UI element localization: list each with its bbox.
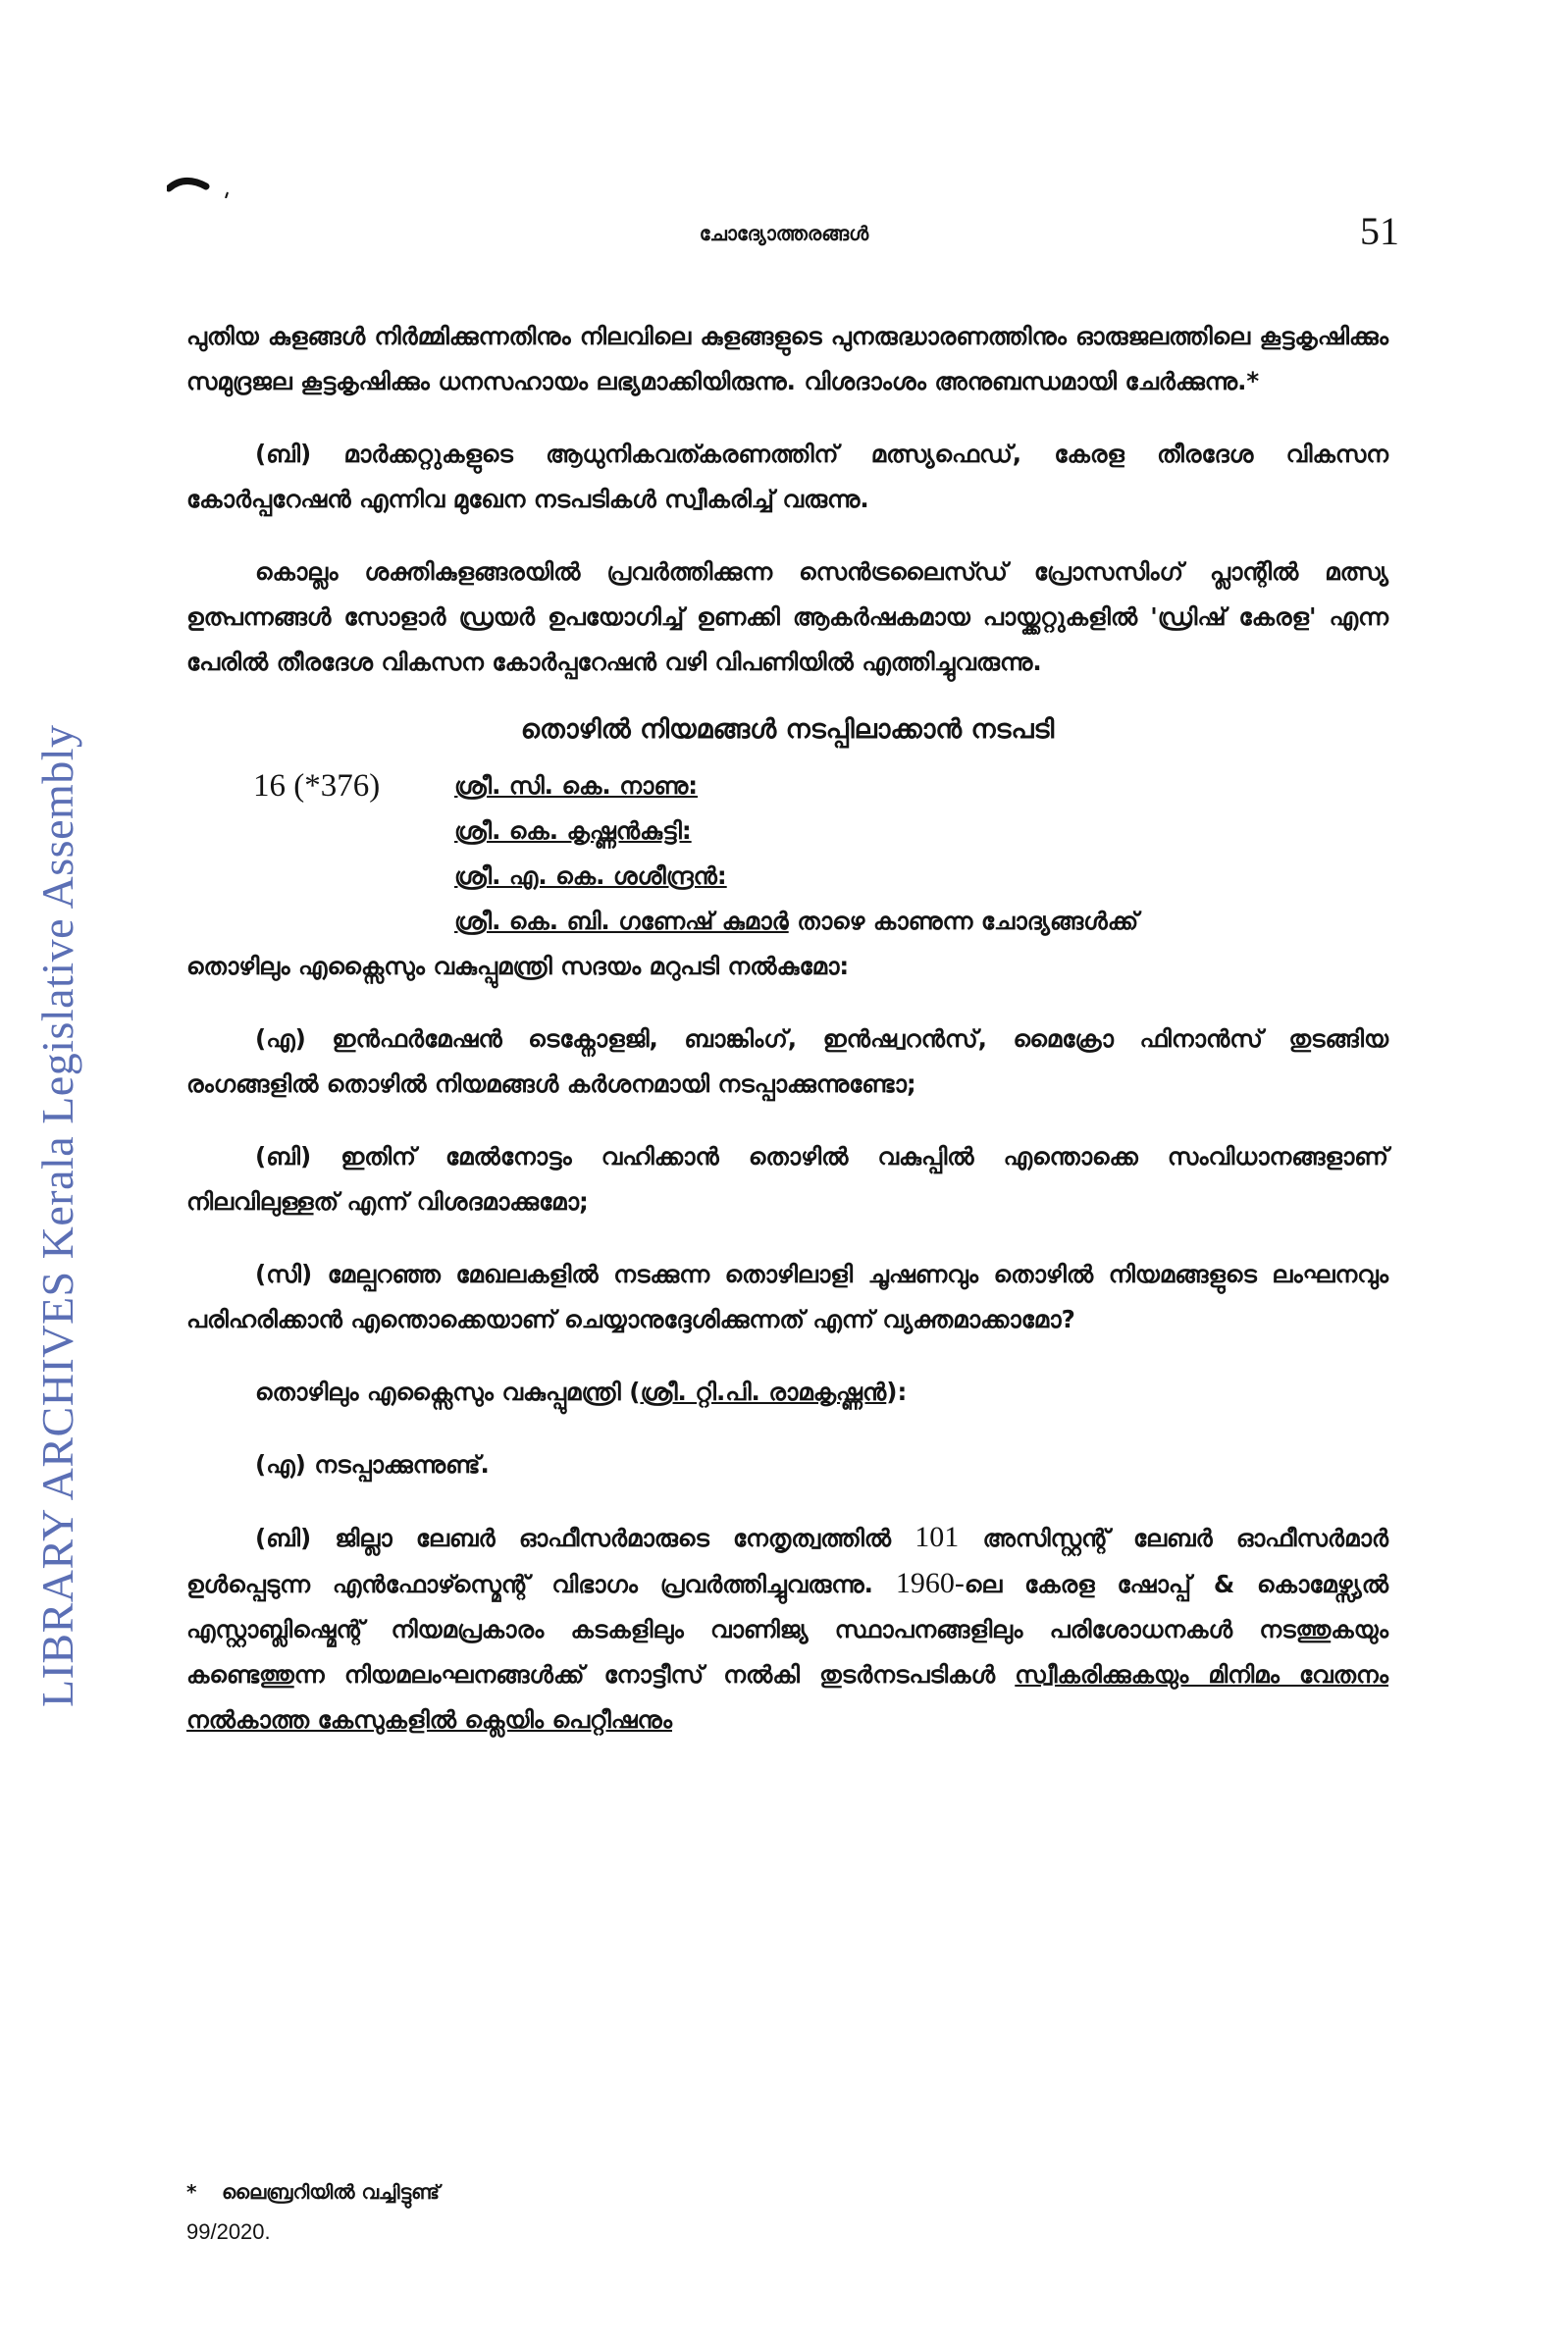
question-part-a: (എ) ഇൻഫർമേഷൻ ടെക്നോളജി, ബാങ്കിംഗ്, ഇൻഷ്വറൻസ്, മൈക്രോ ഫിനാൻസ് തുടങ്ങിയ രംഗങ്ങളിൽ തൊഴിൽ നിയമങ്ങൾ കർശനമായി നടപ്പാക്കുന്നുണ്ടോ;: [186, 1024, 1388, 1098]
question-lead: : താഴെ കാണുന്ന ചോദ്യങ്ങൾക്ക്: [779, 907, 1139, 935]
question-header: [186, 763, 1388, 808]
question-lead-continuation: തൊഴിലും എക്സൈസും വകുപ്പുമന്ത്രി സദയം മറുപടി നൽകുമോ:: [186, 952, 850, 980]
member-name: ശ്രീ. കെ. ബി. ഗണേഷ് കുമാർ: [454, 907, 789, 935]
page-body: [186, 314, 1388, 1743]
paragraph-2: (ബി) മാർക്കറ്റുകളുടെ ആധുനികവത്കരണത്തിന് മത്സ്യഫെഡ്, കേരള തീരദേശ വികസന കോർപ്പറേഷൻ എന്നിവ മുഖേന നടപടികൾ സ്വീകരിച്ച് വരുന്നു.: [186, 440, 1388, 513]
member-name: ശ്രീ. കെ. കൃഷ്ണൻകുട്ടി:: [454, 816, 692, 845]
answer-b-last-line: സ്വീകരിക്കുകയും മിനിമം വേതനം നൽകാത്ത കേസുകളിൽ ക്ലെയിം പെറ്റീഷനും: [186, 1660, 1389, 1734]
scan-mark-icon: [167, 173, 234, 198]
member-row: [186, 808, 1388, 854]
member-row: [186, 854, 1388, 899]
answer-part-b: [186, 1515, 1388, 1743]
document-code: 99/2020.: [186, 2219, 271, 2244]
question-number: 16 (*376): [253, 768, 381, 804]
question-part-b: (ബി) ഇതിന് മേൽനോട്ടം വഹിക്കാൻ തൊഴിൽ വകുപ്പിൽ എന്തൊക്കെ സംവിധാനങ്ങളാണ് നിലവിലുള്ളത് എന്ന് വിശദമാക്കുമോ;: [186, 1142, 1388, 1216]
member-row: [186, 899, 1388, 944]
answer-b-text-1: (ബി) ജില്ലാ ലേബർ ഓഫീസർമാരുടെ നേതൃത്വത്തിൽ: [255, 1524, 892, 1552]
answer-minister: [186, 1370, 1388, 1415]
question-block: [186, 763, 1388, 1342]
paragraph-1: പുതിയ കുളങ്ങൾ നിർമ്മിക്കുന്നതിനും നിലവിലെ കുളങ്ങളുടെ പുനരുദ്ധാരണത്തിനും ഓരുജലത്തിലെ കൂട്ടകൃഷിക്കും സമുദ്രജല കൂട്ടകൃഷിക്കും ധനസഹായം ലഭ്യമാക്കിയിരുന്നു. വിശദാംശം അനുബന്ധമായി ചേർക്കുന്നു.*: [186, 322, 1388, 395]
page-footer: [186, 2180, 1388, 2245]
answer-b-number: 101: [915, 1521, 960, 1553]
page-number: 51: [1360, 209, 1399, 253]
running-title: ചോദ്യോത്തരങ്ങൾ: [699, 222, 869, 245]
paragraph-3: കൊല്ലം ശക്തികുളങ്ങരയിൽ പ്രവർത്തിക്കുന്ന സെൻട്രലൈസ്ഡ് പ്രോസസിംഗ് പ്ലാന്റിൽ മത്സ്യ ഉത്പന്നങ്ങൾ സോളാർ ഡ്രയർ ഉപയോഗിച്ച് ഉണക്കി ആകർഷകമായ പായ്ക്കറ്റുകളിൽ 'ഡ്രിഷ് കേരള' എന്ന പേരിൽ തീരദേശ വികസന കോർപ്പറേഷൻ വഴി വിപണിയിൽ എത്തിച്ചുവരുന്നു.: [186, 557, 1388, 676]
footnote: [186, 2180, 1388, 2204]
footnote-text: ലൈബ്രറിയിൽ വച്ചിട്ടുണ്ട്: [222, 2180, 441, 2204]
question-part-c: (സി) മേല്പറഞ്ഞ മേഖലകളിൽ നടക്കുന്ന തൊഴിലാളി ചൂഷണവും തൊഴിൽ നിയമങ്ങളുടെ ലംഘനവും പരിഹരിക്കാൻ എന്തൊക്കെയാണ് ചെയ്യാനുദ്ദേശിക്കുന്നത് എന്ന് വ്യക്തമാക്കാമോ?: [186, 1260, 1388, 1333]
minister-prefix: തൊഴിലും എക്സൈസും വകുപ്പുമന്ത്രി (: [255, 1378, 641, 1406]
minister-name: ശ്രീ. റ്റി.പി. രാമകൃഷ്ണൻ: [640, 1378, 887, 1406]
member-name: ശ്രീ. സി. കെ. നാണു:: [454, 771, 699, 800]
member-name: ശ്രീ. എ. കെ. ശശീന്ദ്രൻ:: [454, 861, 727, 890]
answer-part-a: (എ) നടപ്പാക്കുന്നുണ്ട്.: [255, 1450, 490, 1479]
section-heading: തൊഴിൽ നിയമങ്ങൾ നടപ്പിലാക്കാൻ നടപടി: [520, 714, 1055, 745]
answer-b-text-3: ലെ കേരള ഷോപ്പ് & കൊമേഴ്സ്യൽ എസ്റ്റാബ്ലിഷ്മെന്റ് നിയമപ്രകാരം കടകളിലും വാണിജ്യ സ്ഥാപനങ്ങളിലും പരിശോധനകൾ നടത്തുകയും കണ്ടെത്തുന്ന നിയമലംഘനങ്ങൾക്ക് നോട്ടീസ് നൽകി തുടർനടപടികൾ: [186, 1570, 1389, 1689]
answer-b-year: 1960-: [895, 1567, 965, 1599]
footnote-mark: *: [186, 2180, 197, 2204]
minister-suffix: ):: [886, 1378, 908, 1406]
archive-watermark: LIBRARY ARCHIVES Kerala Legislative Assembly: [32, 724, 82, 1707]
answer-b-text-2: അസിസ്റ്റന്റ് ലേബർ ഓഫീസർമാർ ഉൾപ്പെടുന്ന എൻഫോഴ്സ്മെന്റ് വിഭാഗം പ്രവർത്തിച്ചുവരുന്നു.: [186, 1524, 1389, 1598]
